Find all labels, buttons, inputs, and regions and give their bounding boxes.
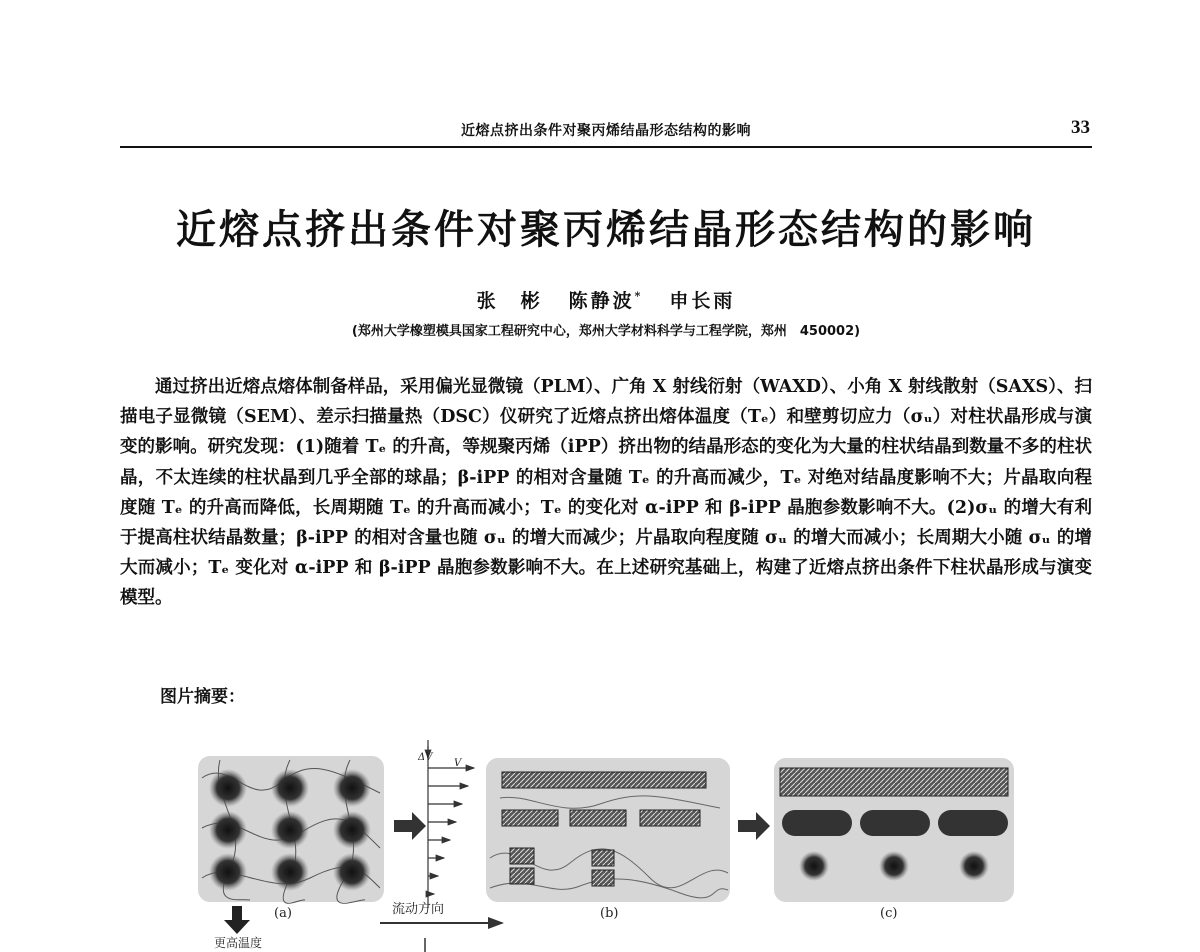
author-name: 申长雨 <box>669 290 736 312</box>
abstract <box>120 372 1092 614</box>
transition-arrow-icon <box>394 812 426 840</box>
page-number: 33 <box>1071 117 1090 138</box>
graphical-abstract-figure <box>180 738 1060 952</box>
velocity-label: V <box>454 758 462 769</box>
panel-label-b: (b) <box>600 906 619 921</box>
temperature-arrow-icon <box>224 906 250 934</box>
author-name: 张 彬 <box>476 290 543 312</box>
panel-c-crystals <box>780 768 1008 881</box>
running-head-title: 近熔点挤出条件对聚丙烯结晶形态结构的影响 <box>461 123 751 139</box>
affiliation: (郑州大学橡塑模具国家工程研究中心，郑州大学材料科学与工程学院，郑州 450002) <box>351 324 861 339</box>
transition-arrow-icon <box>738 812 770 840</box>
delta-v-label: ΔV <box>418 752 433 763</box>
velocity-profile <box>428 740 474 908</box>
graphical-abstract-label: 图片摘要： <box>160 687 245 707</box>
flow-direction-label: 流动方向 <box>392 902 445 917</box>
panel-label-a: (a) <box>274 906 292 921</box>
higher-temperature-label: 更高温度 <box>214 936 263 950</box>
author-list <box>120 286 1092 313</box>
running-head <box>120 116 1092 148</box>
paper-title: 近熔点挤出条件对聚丙烯结晶形态结构的影响 <box>176 207 1036 253</box>
abstract-text: 通过挤出近熔点熔体制备样品，采用偏光显微镜（PLM）、广角 X 射线衍射（WAXD）、小角 X 射线散射（SAXS）、扫描电子显微镜（SEM）、差示扫描量热（DSC）仪研究了近熔点挤出熔体温度（Tₑ）和壁剪切应力（σᵤ）对柱状晶形成与演变的影响。研究发现：(1)随着 Tₑ 的升高，等规聚丙烯（iPP）挤出物的结晶形态的变化为大量的柱状结晶到数量不多的柱状晶，不太连续的柱状晶到几乎全部的球晶；β-iPP 的相对含量随 Tₑ 的升高而减少，Tₑ 对绝对结晶度影响不大；片晶取向程度随 Tₑ 的升高而降低，长周期随 Tₑ 的升高而减小；Tₑ 的变化对 α-iPP 和 β-iPP 晶胞参数影响不大。(2)σᵤ 的增大有利于提高柱状结晶数量；β-iPP 的相对含量也随 σᵤ 的增大而减少；片晶取向程度随 σᵤ 的增大而减小；长周期大小随 σᵤ 的增大而减小；Tₑ 变化对 α-iPP 和 β-iPP 晶胞参数影响不大。在上述研究基础上，构建了近熔点挤出条件下柱状晶形成与演变模型。 <box>120 377 1092 609</box>
figure-drawing <box>180 738 1060 952</box>
author-name: 陈静波 <box>568 290 635 312</box>
panel-label-c: (c) <box>880 906 898 921</box>
corresponding-author-mark: * <box>634 289 644 303</box>
panel-a-crystal-nuclei <box>209 769 371 891</box>
